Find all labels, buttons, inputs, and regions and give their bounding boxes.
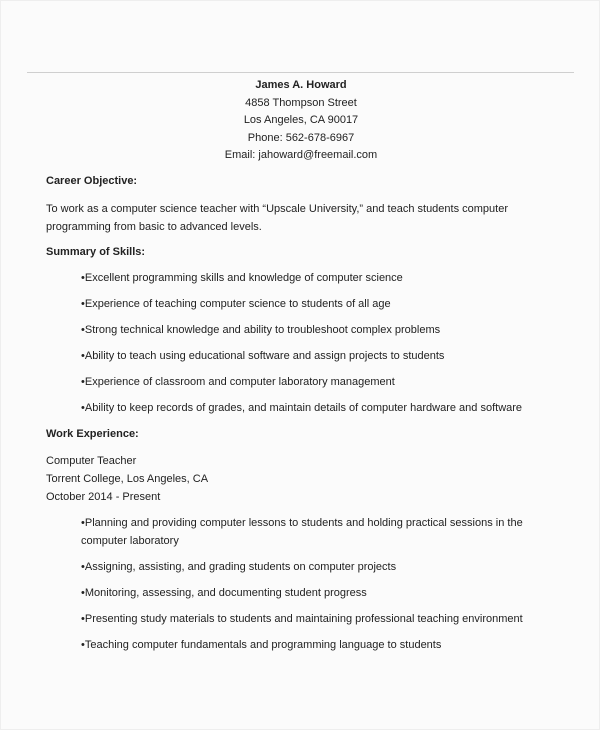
skills-list <box>46 269 566 417</box>
city-state-zip: Los Angeles, CA 90017 <box>243 114 359 127</box>
contact-header <box>1 77 600 165</box>
skill-item: • Ability to teach using educational software and assign projects to students <box>81 347 566 365</box>
email-address: Email: jahoward@freemail.com <box>224 149 378 162</box>
candidate-name: James A. Howard <box>255 79 347 91</box>
skill-item: • Excellent programming skills and knowledge of computer science <box>81 269 566 287</box>
employment-dates: October 2014 - Present <box>46 491 161 503</box>
skill-item: • Strong technical knowledge and ability to troubleshoot complex problems <box>81 321 566 339</box>
duty-item: • Assigning, assisting, and grading students on computer projects <box>81 558 566 576</box>
header-divider <box>27 72 574 73</box>
skill-item: • Experience of teaching computer science to students of all age <box>81 295 566 313</box>
duty-item: • Presenting study materials to students and maintaining professional teaching environment <box>81 610 566 628</box>
job-title: Computer Teacher <box>46 455 137 467</box>
street-address: 4858 Thompson Street <box>245 96 357 109</box>
employer: Torrent College, Los Angeles, CA <box>46 473 209 485</box>
experience-list <box>46 514 566 654</box>
experience-heading: Work Experience: <box>46 428 139 440</box>
duty-item: • Teaching computer fundamentals and programming language to students <box>81 636 566 654</box>
resume-body <box>46 173 566 654</box>
skill-item: • Experience of classroom and computer laboratory management <box>81 373 566 391</box>
duty-item: • Monitoring, assessing, and documenting student progress <box>81 584 566 602</box>
skill-item: • Ability to keep records of grades, and maintain details of computer hardware and software <box>81 399 566 417</box>
objective-text: To work as a computer science teacher with “Upscale University,” and teach students computer programming from basic to advanced levels. <box>46 203 508 233</box>
objective-heading: Career Objective: <box>46 175 138 187</box>
skills-heading: Summary of Skills: <box>46 246 146 258</box>
duty-item: • Planning and providing computer lessons to students and holding practical sessions in the computer laboratory <box>81 514 566 550</box>
phone-number: Phone: 562-678-6967 <box>247 131 355 144</box>
